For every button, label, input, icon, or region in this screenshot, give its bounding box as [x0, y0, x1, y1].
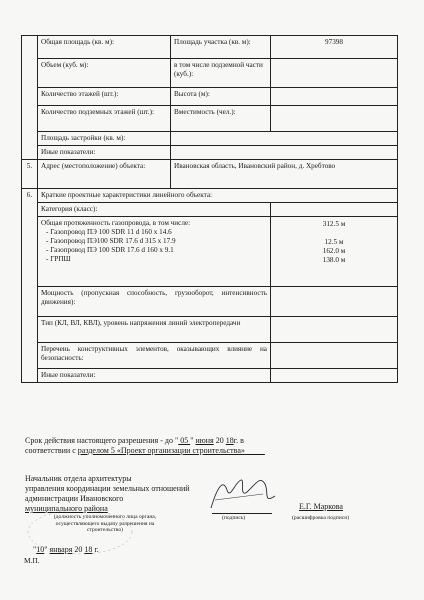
capacity-value: [271, 106, 398, 132]
table-row: [22, 88, 398, 106]
volume-label: Объем (куб. м):: [38, 59, 171, 88]
validity-day: 05: [178, 436, 191, 445]
building-area-value: [171, 132, 398, 146]
address-label: Адрес (местоположение) объекта:: [38, 160, 171, 189]
plot-area-value: 97398: [271, 36, 398, 59]
underground-volume-value: [271, 59, 398, 88]
validity-year: 18: [225, 436, 234, 445]
safety-elements-value: [271, 343, 398, 369]
underground-floors-label: Количество подземных этажей (шт.):: [38, 106, 171, 132]
other-indicators-value: [171, 146, 398, 160]
linear-object-heading: Краткие проектные характеристики линейного объекта:: [38, 189, 398, 203]
signature-scribble: [205, 470, 285, 515]
table-row: [22, 287, 398, 317]
table-row: [22, 203, 398, 217]
table-row: [22, 343, 398, 369]
height-value: [271, 88, 398, 106]
pipeline-value: 12.5 м: [324, 238, 344, 246]
category-label: Категория (класс):: [38, 203, 271, 217]
other-value: [271, 369, 398, 383]
total-area-label: Общая площадь (кв. м):: [38, 36, 171, 59]
pipeline-item: - Газопровод ПЭ 100 SDR 11 d 160 x 14.6: [46, 228, 172, 236]
position-caption: (должность уполномоченного лица органа, осуществляющего выдачу разрешения на строительство): [53, 514, 157, 533]
validity-line-2: соответствии с разделом 5 «Проект организации строительства»: [25, 446, 245, 455]
name-caption: (расшифровка подписи): [292, 515, 350, 521]
table-row: [22, 217, 398, 287]
pipeline-item: - Газопровод ПЭ 100 SDR 17.6 d 160 x 9.1: [46, 246, 174, 254]
pipeline-length-cell: [38, 217, 271, 287]
characteristics-table: [21, 35, 398, 383]
table-row: [22, 59, 398, 88]
pipeline-total: 312.5 м: [322, 220, 346, 228]
pipeline-item: - ГРПШ: [46, 255, 71, 263]
pipeline-value: 138.0 м: [322, 256, 346, 264]
section-number: 5.: [22, 160, 38, 189]
capacity-label: Вместимость (чел.):: [171, 106, 271, 132]
table-row: [22, 132, 398, 146]
table-row: [22, 146, 398, 160]
table-row: [22, 369, 398, 383]
table-row: [22, 189, 398, 203]
blank-cell: [22, 36, 38, 160]
underground-volume-label: в том числе подземной части (куб.):: [171, 59, 271, 88]
floors-label: Количество этажей (шт.):: [38, 88, 171, 106]
stamp-place: М.П.: [24, 556, 40, 565]
stamp-mark: [20, 505, 140, 560]
validity-month: июня: [195, 436, 214, 445]
category-value: [271, 203, 398, 217]
signer-position: Начальник отдела архитектуры управления координации земельных отношений администрации Ивановского муниципального района: [25, 474, 190, 513]
validity-text: [25, 436, 265, 456]
validity-line-1: Срок действия настоящего разрешения - до " 05 " июня 20 18г. в: [25, 436, 244, 445]
table-row: [22, 36, 398, 59]
height-label: Высота (м):: [171, 88, 271, 106]
pipeline-item: - Газопровод ПЭ100 SDR 17.6 d 315 x 17.9: [46, 237, 176, 245]
signature-caption: (подпись): [222, 515, 246, 521]
validity-reason: разделом 5 «Проект организации строительства»: [77, 446, 245, 455]
building-area-label: Площадь застройки (кв. м):: [38, 132, 171, 146]
signer-name: Е.Г. Маркова: [299, 502, 343, 511]
pipeline-length-values: [271, 217, 398, 287]
table-row: [22, 317, 398, 343]
issue-date: "10" января 20 18 г.: [33, 545, 99, 554]
capacity-throughput-value: [271, 287, 398, 317]
pipeline-value: 162.0 м: [322, 247, 346, 255]
other-label: Иные показатели:: [38, 369, 271, 383]
table-row: [22, 160, 398, 189]
other-indicators-label: Иные показатели:: [38, 146, 171, 160]
section-number: 6.: [22, 189, 38, 383]
table-row: [22, 106, 398, 132]
plot-area-label: Площадь участка (кв. м):: [171, 36, 271, 59]
pipeline-length-label: Общая протяженность газопровода, в том числе:: [41, 219, 191, 227]
capacity-throughput-label: Мощность (пропускная способность, грузооборот, интенсивность движения):: [38, 287, 271, 317]
power-lines-label: Тип (КЛ, ВЛ, КВЛ), уровень напряжения линий электропередачи: [38, 317, 271, 343]
safety-elements-label: Перечень конструктивных элементов, оказывающих влияние на безопасность:: [38, 343, 271, 369]
address-value: Ивановская область, Ивановский район, д. Хребтово: [171, 160, 398, 189]
power-lines-value: [271, 317, 398, 343]
